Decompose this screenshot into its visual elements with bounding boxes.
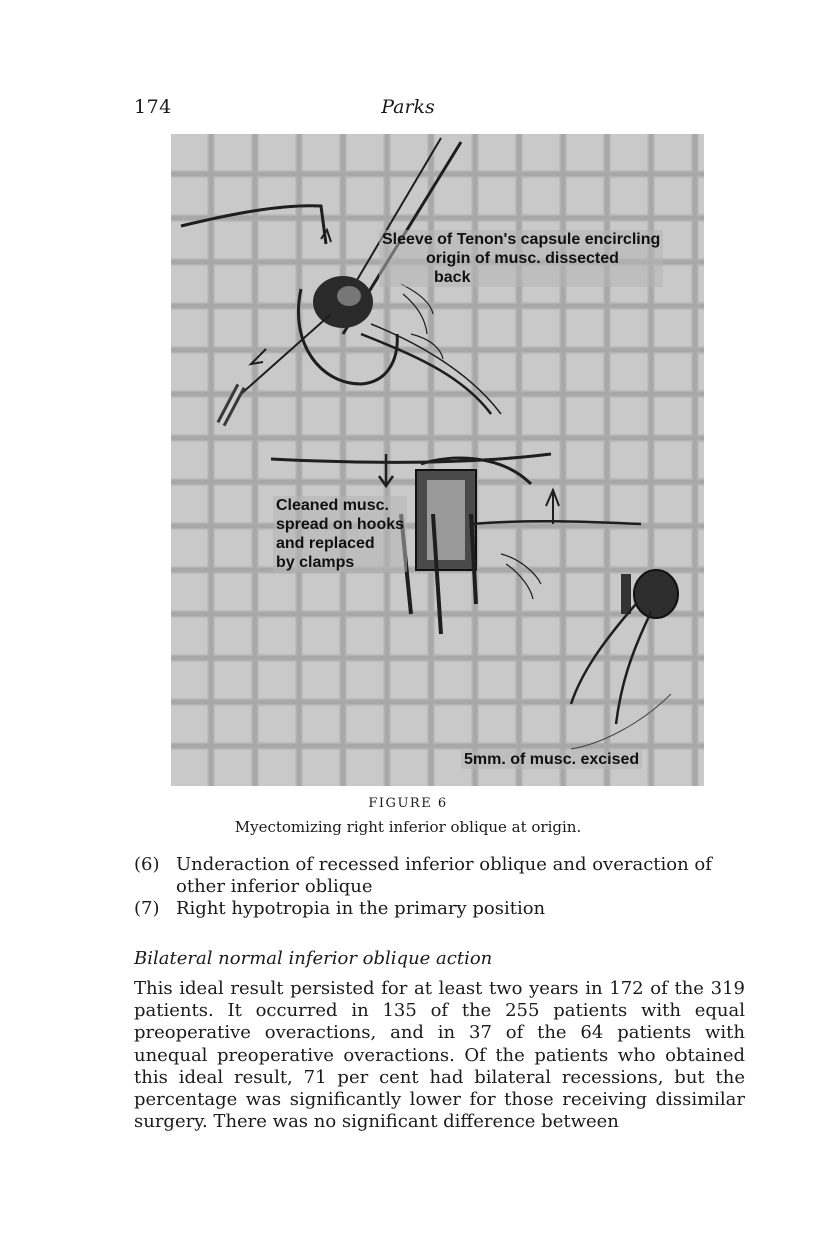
list-text: Underaction of recessed inferior oblique and overaction of other inferior oblique xyxy=(176,854,712,897)
list-number: (6) xyxy=(134,854,160,875)
annotation-cleaned-muscle: Cleaned musc. spread on hooks and replaced by clamps xyxy=(273,496,407,572)
running-title: Parks xyxy=(381,96,435,118)
numbered-list xyxy=(134,854,745,920)
list-item xyxy=(134,898,745,920)
annotation-excised: 5mm. of musc. excised xyxy=(461,750,642,769)
page-number: 174 xyxy=(134,96,172,118)
figure-caption: Myectomizing right inferior oblique at origin. xyxy=(234,818,582,836)
body-paragraph: This ideal result persisted for at least two years in 172 of the 319 patients. It occurred in 135 of the 255 patients with equal preoperative overactions, and in 37 of the 64 patients with unequal preoperative overactions. Of the patients who obtained this ideal result, 71 per cent had bilateral recessions, but the percentage was significantly lower for those receiving dissimilar surgery. There was no significant difference between xyxy=(134,978,745,1133)
annotation-sleeve: Sleeve of Tenon's capsule encircling origin of musc. dissected back xyxy=(379,230,663,287)
surgical-illustration xyxy=(171,134,704,786)
figure-label: FIGURE 6 xyxy=(368,796,448,811)
section-heading: Bilateral normal inferior oblique action xyxy=(134,948,493,969)
list-number: (7) xyxy=(134,898,160,919)
list-text: Right hypotropia in the primary position xyxy=(176,898,546,919)
list-item xyxy=(134,854,745,898)
